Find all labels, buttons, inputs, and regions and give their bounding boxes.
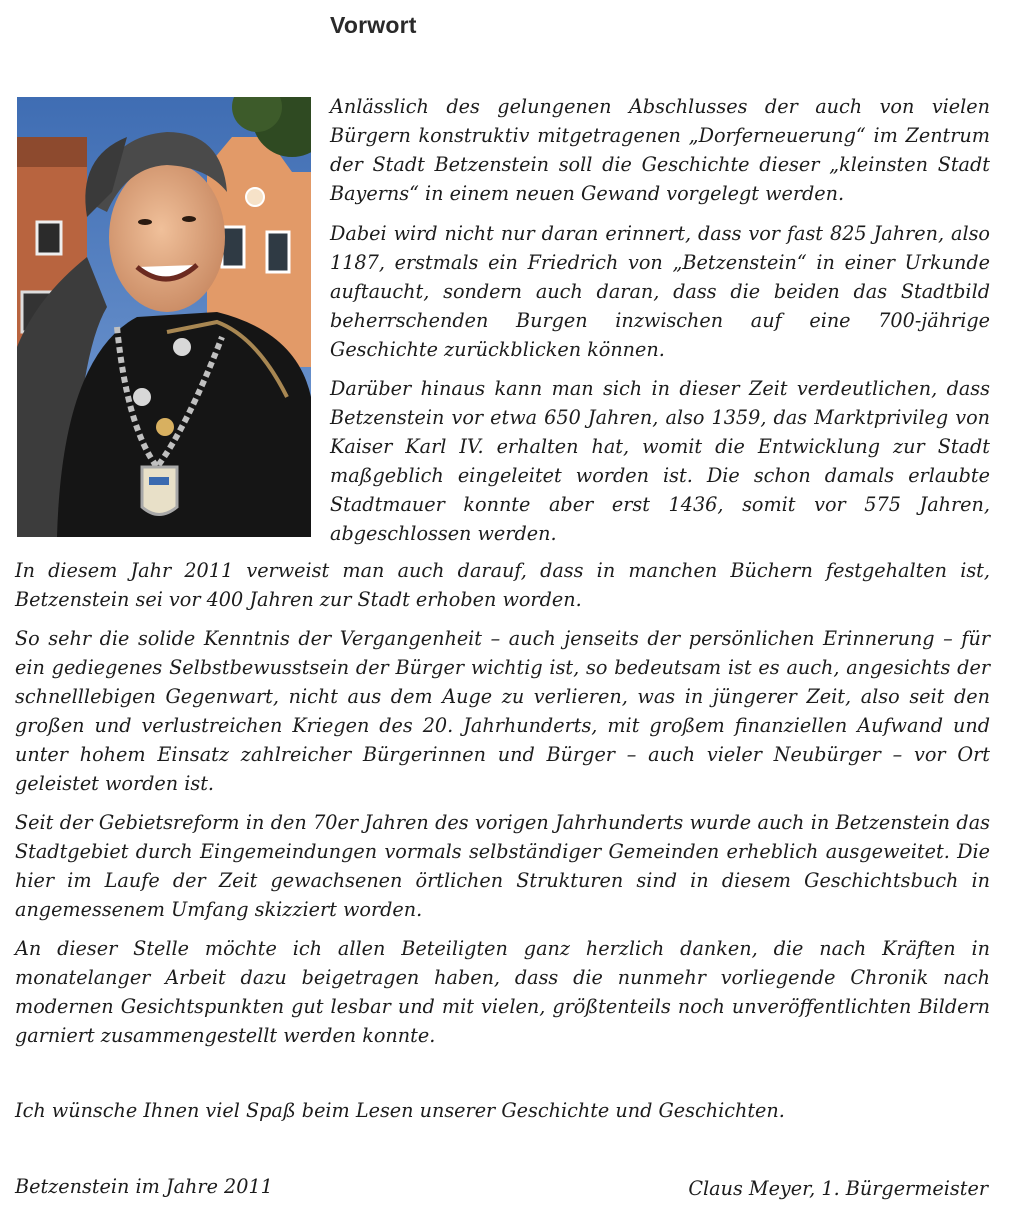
page-title: Vorwort [330,12,417,38]
portrait-icon [17,97,311,537]
paragraph-3: Darüber hinaus kann man sich in dieser Zeit verdeutlichen, dass Betzenstein vor etwa 650 Jahren, also 1359, das Marktprivileg von Kaiser Karl IV. erhalten hat, womit die Entwicklung zur Stadt maßgeblich eingeleitet worden ist. Die schon damals erlaubte Stadtmauer konnte aber erst 1436, somit vor 575 Jahren, abgeschlossen werden. [330,377,990,545]
signature: Claus Meyer, 1. Bürgermeister [688,1177,988,1200]
paragraph-1: Anlässlich des gelungenen Abschlusses der auch von vielen Bürgern konstruktiv mitgetragenen „Dorferneuerung“ im Zentrum der Stadt Betzenstein soll die Geschichte dieser „kleinsten Stadt Bayerns“ in einem neuen Gewand vorgelegt werden. [330,95,990,205]
paragraph-2: Dabei wird nicht nur daran erinnert, dass vor fast 825 Jahren, also 1187, erstmals ein Friedrich von „Betzenstein“ in einer Urkunde auftaucht, sondern auch daran, dass die beiden das Stadtbild beherrschenden Burgen inzwischen auf eine 700-jährige Geschichte zurückblicken können. [330,222,990,361]
paragraph-closing-wish: Ich wünsche Ihnen viel Spaß beim Lesen unserer Geschichte und Geschichten. [15,1099,785,1122]
paragraph-4: In diesem Jahr 2011 verweist man auch darauf, dass in manchen Büchern festgehalten ist, Betzenstein sei vor 400 Jahren zur Stadt erhoben worden. [15,559,990,611]
paragraph-5: So sehr die solide Kenntnis der Vergangenheit – auch jenseits der persönlichen Erinnerung – für ein gediegenes Selbstbewusstsein der Bürger wichtig ist, so bedeutsam ist es auch, angesichts der schnelllebigen Gegenwart, nicht aus dem Auge zu verlieren, was in jüngerer Zeit, also seit den großen und verlustreichen Kriegen des 20. Jahrhunderts, mit großem finanziellen Aufwand und unter hohem Einsatz zahlreicher Bürgerinnen und Bürger – auch vieler Neubürger – vor Ort geleistet worden ist. [15,627,990,795]
place-date: Betzenstein im Jahre 2011 [15,1175,273,1198]
paragraph-6: Seit der Gebietsreform in den 70er Jahren des vorigen Jahrhunderts wurde auch in Betzenstein das Stadtgebiet durch Eingemeindungen vormals selbständiger Gemeinden erheblich ausgeweitet. Die hier im Laufe der Zeit gewachsenen örtlichen Strukturen sind in diesem Geschichtsbuch in angemessenem Umfang skizziert worden. [15,811,990,921]
portrait-photo [17,97,311,537]
paragraph-7: An dieser Stelle möchte ich allen Beteiligten ganz herzlich danken, die nach Kräften in monatelanger Arbeit dazu beigetragen haben, dass die nunmehr vorliegende Chronik nach modernen Gesichtspunkten gut lesbar und mit vielen, größtenteils noch unveröffentlichten Bildern garniert zusammengestellt werden konnte. [15,937,990,1047]
